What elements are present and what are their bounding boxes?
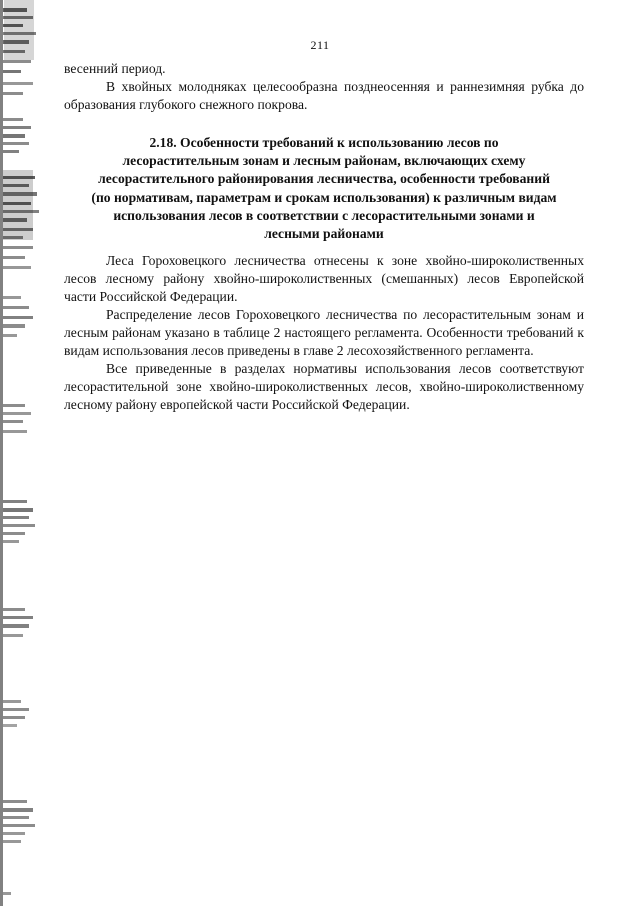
heading-line: лесорастительным зонам и лесным районам, включающих схему — [122, 153, 526, 169]
body-paragraph: Все приведенные в разделах нормативы использования лесов соответствуют лесорастительной зоне хвойно-широколиственных лесов, хвойно-широколиственному лесному району европейской части Российской Федерации. — [64, 361, 584, 412]
intro-block — [64, 60, 584, 114]
heading-line: (по нормативам, параметрам и срокам использования) к различным видам — [91, 189, 557, 205]
scan-binding-edge — [0, 0, 46, 906]
page-number: 211 — [310, 38, 330, 52]
body-paragraph: Распределение лесов Гороховецкого лесничества по лесорастительным зонам и лесным районам указано в таблице 2 настоящего регламента. Особенности требований к видам использования лесов приведены в главе 2 лесохозяйственного регламента. — [64, 307, 584, 358]
heading-line: лесорастительного районирования лесничества, особенности требований — [98, 171, 550, 187]
continuation-line: весенний период. — [64, 61, 166, 76]
heading-line: 2.18. Особенности требований к использованию лесов по — [149, 135, 499, 150]
heading-line: использования лесов в соответствии с лесорастительными зонами и — [113, 207, 535, 223]
intro-paragraph: В хвойных молодняках целесообразна позднеосенняя и раннезимняя рубка до образования глубокого снежного покрова. — [64, 79, 584, 112]
section-body — [64, 252, 584, 414]
body-paragraph: Леса Гороховецкого лесничества отнесены к зоне хвойно-широколиственных лесов лесному району хвойно-широколиственных (смешанных) лесов Европейской части Российской Федерации. — [64, 253, 584, 304]
heading-line: лесными районами — [264, 226, 384, 242]
section-heading — [64, 134, 584, 243]
